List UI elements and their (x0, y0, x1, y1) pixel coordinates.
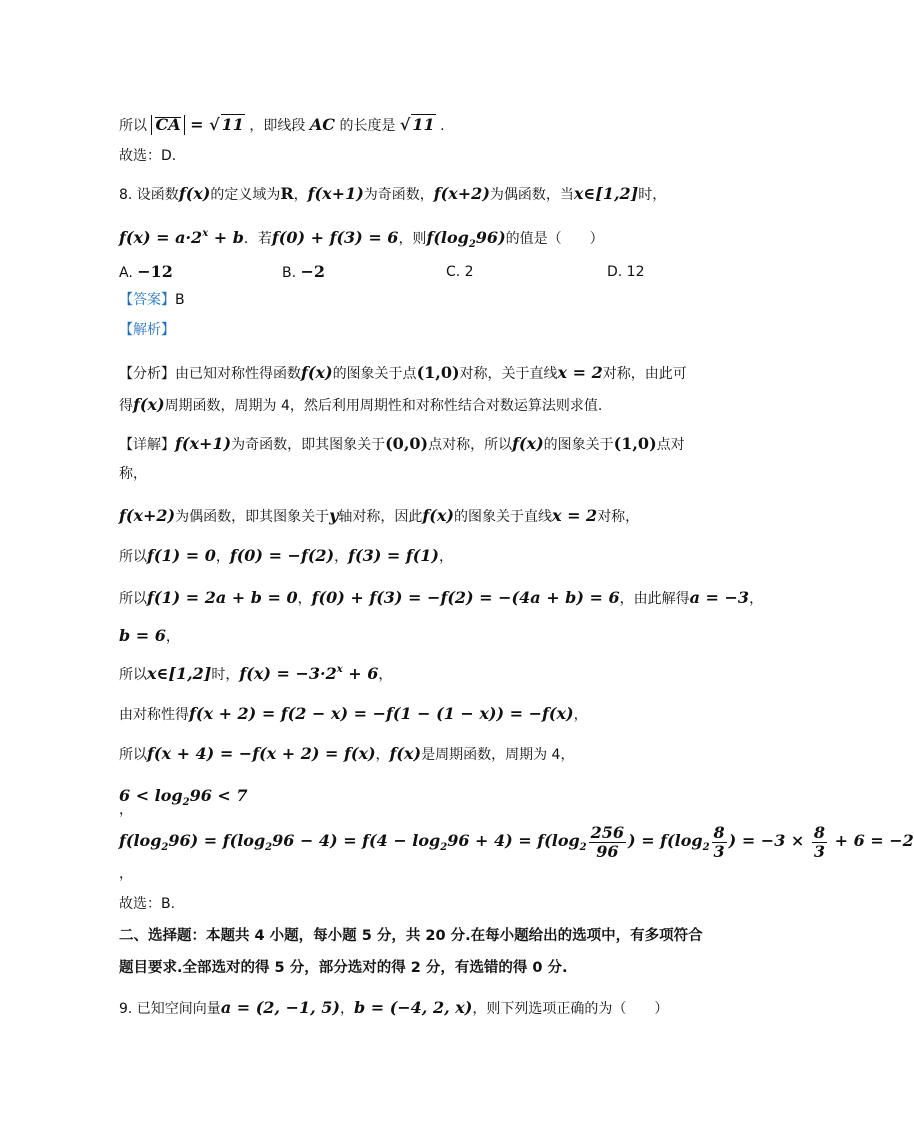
math-ac: AC (309, 115, 335, 134)
option-b: B. −2 (282, 262, 326, 281)
text: . (440, 118, 445, 134)
option-d: D. 12 (607, 264, 645, 280)
detail-line1: 【详解】f(x+1)为奇函数，即其图象关于(0,0)点对称，所以f(x)的图象关于(1,0)点对 (119, 434, 685, 453)
fenxi-line2: 得f(x)周期函数，周期为 4，然后利用周期性和对称性结合对数运算法则求值. (119, 395, 603, 414)
q9-line: 9. 已知空间向量a = (2, −1, 5)，b = (−4, 2, x)，则下列选项正确的为（ ） (119, 998, 669, 1017)
choose-b: 故选：B. (119, 896, 176, 912)
step-solve: 所以f(1) = 2a + b = 0，f(0) + f(3) = −f(2) = −(4a + b) = 6，由此解得a = −3， (119, 588, 764, 607)
step-final: $f(\log_296) = f(\log_296 - 4) = f(4 - \log_296 + 4) = f(\log_2$ $\frac{256}{96}$ ) = $f(\log_2$ $\frac{8}{3}$ ) = −3 × $\frac{8}{3}$ + 6 = −2 (119, 822, 914, 861)
q8-line1: 8. 设函数f(x)的定义域为R，f(x+1)为奇函数，f(x+2)为偶函数，当x∈[1,2]时， (119, 184, 667, 203)
q8-line2: $f(x) = a\cdot 2^x + b$．若f(0) + f(3) = 6，则$f(\log_296)$的值是（ ） (119, 228, 604, 250)
text: ，即线段 (249, 118, 306, 134)
math-sqrt11: √ 11 (399, 115, 435, 134)
step-ineq-comma: ， (119, 802, 133, 818)
answer-line-ca (119, 114, 445, 136)
step-period: 所以f(x + 4) = −f(x + 2) = f(x)，f(x)是周期函数，周期为 4， (119, 744, 575, 763)
step-final-comma: ， (119, 866, 133, 882)
step-f1: 所以f(1) = 0，f(0) = −f(2)，f(3) = f(1)， (119, 546, 453, 565)
section-heading-2: 题目要求.全部选对的得 5 分，部分选对的得 2 分，有选错的得 0 分. (119, 960, 568, 976)
choose-d: 故选：D. (119, 148, 177, 164)
answer-tag: 【答案】B (119, 292, 185, 308)
step-sym: 由对称性得f(x + 2) = f(2 − x) = −f(1 − (1 − x)) = −f(x)， (119, 704, 588, 723)
even-line: f(x+2)为偶函数，即其图象关于y轴对称，因此f(x)的图象关于直线x = 2对称， (119, 506, 640, 525)
fenxi-line1: 【分析】由已知对称性得函数f(x)的图象关于点(1,0)对称，关于直线x = 2对称，由此可 (119, 363, 687, 382)
step-ineq: $6 < \log_296 < 7$ (119, 786, 248, 808)
text: 所以 (119, 118, 147, 134)
step-b6: b = 6， (119, 626, 180, 645)
text: 的长度是 (339, 118, 396, 134)
option-c: C. 2 (446, 264, 474, 280)
math-abs-ca: CA = √ 11 (151, 115, 244, 134)
analysis-tag: 【解析】 (119, 322, 175, 338)
section-heading-1: 二、选择题：本题共 4 小题，每小题 5 分，共 20 分.在每小题给出的选项中，有多项符合 (119, 928, 703, 944)
step-def: 所以x∈[1,2]时，$f(x) = -3\cdot 2^x + 6$， (119, 664, 393, 683)
detail-line2: 称， (119, 466, 147, 482)
option-a: A. −12 (119, 262, 173, 281)
